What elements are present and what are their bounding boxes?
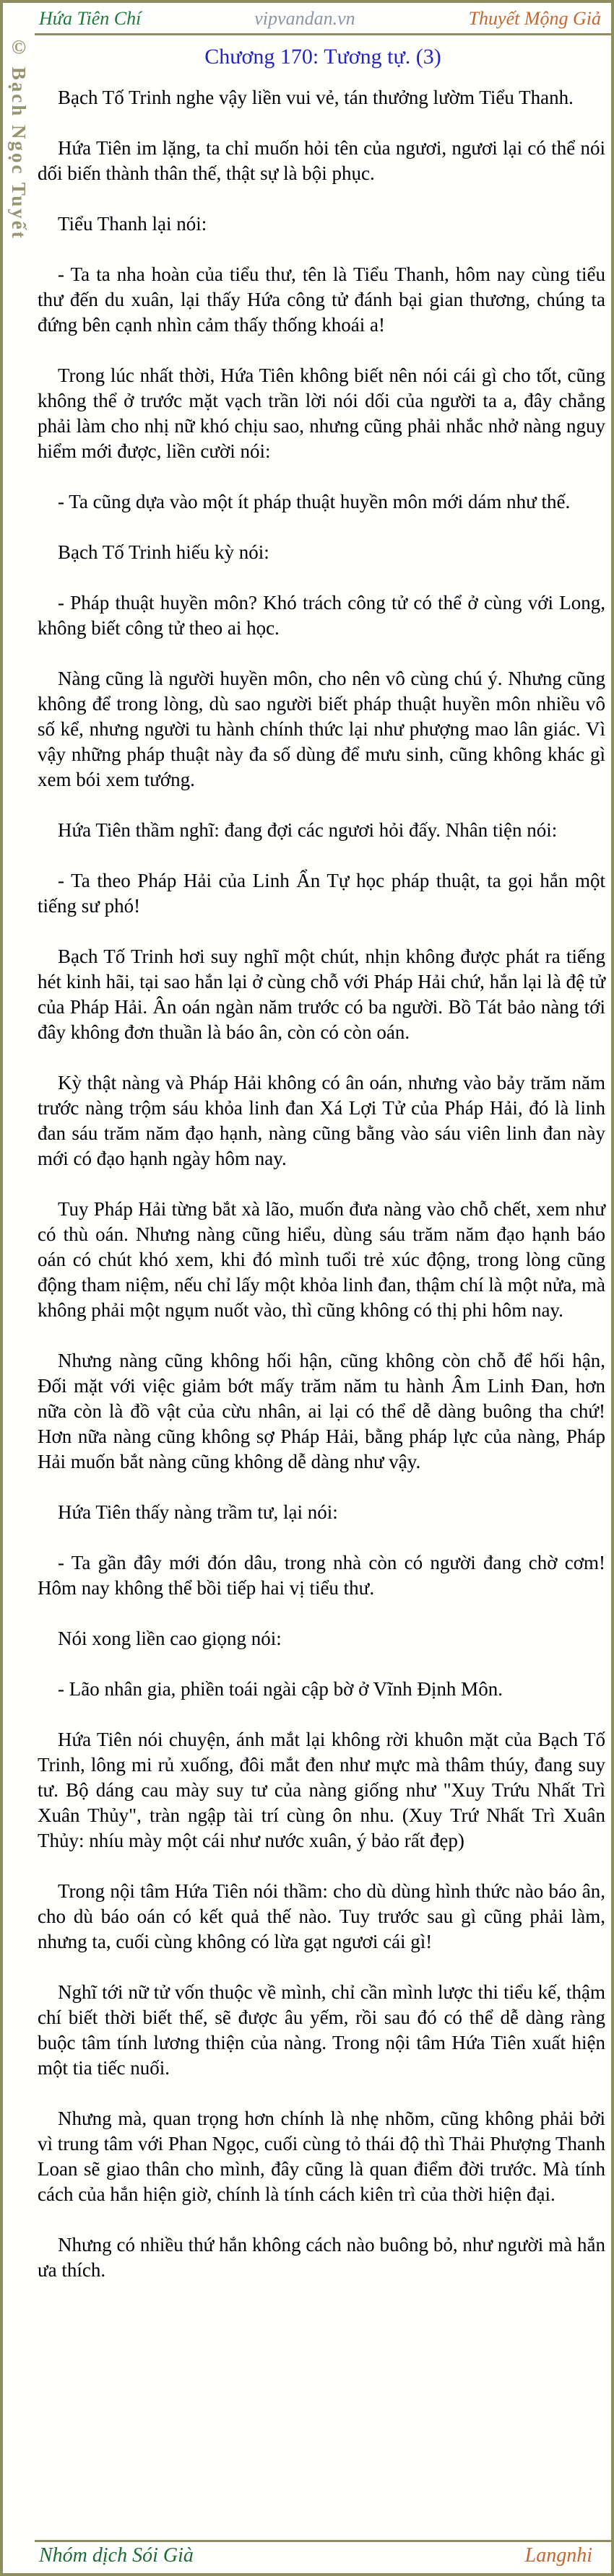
- author-name: Thuyết Mộng Giả: [468, 8, 601, 29]
- translator-name: Langnhi: [524, 2544, 592, 2567]
- paragraph: - Ta theo Pháp Hải của Linh Ẩn Tự học pháp thuật, ta gọi hắn một tiếng sư phó!: [38, 870, 605, 917]
- paragraph: - Lão nhân gia, phiền toái ngài cập bờ ở Vĩnh Định Môn.: [58, 1678, 503, 1700]
- translator-group: Nhóm dịch Sói Già: [39, 2544, 194, 2567]
- page-header: [3, 3, 611, 30]
- header-divider: [35, 33, 611, 35]
- chapter-title: Chương 170: Tương tự. (3): [204, 45, 441, 69]
- paragraph: Bạch Tố Trinh hơi suy nghĩ một chút, nhịn không được phát ra tiếng hét kinh hãi, tại sao hắn lại ở cùng chỗ với Pháp Hải chứ, hắn lại là đệ tử của Pháp Hải. Ân oán ngàn năm trước có ba người. Bồ Tát bảo nàng tới đây không đơn thuần là báo ân, còn có còn oán.: [38, 946, 605, 1043]
- paragraph: Hứa Tiên thấy nàng trầm tư, lại nói:: [58, 1501, 338, 1523]
- paragraph: Nhưng nàng cũng không hối hận, cũng không còn chỗ để hối hận, Đối mặt với việc giảm bớt mấy trăm năm tu hành Âm Linh Đan, hơn nữa còn là đồ vật của cừu nhân, ai lại có thể dễ dàng buông tha chứ! Hơn nữa nàng cũng không sợ Pháp Hải, bằng pháp lực của nàng, Pháp Hải muốn bắt nàng cũng không dễ dàng như vậy.: [38, 1350, 605, 1472]
- paragraph: Nhưng mà, quan trọng hơn chính là nhẹ nhõm, cũng không phải bởi vì trung tâm với Phan Ngọc, cuối cùng tỏ thái độ thì Thải Phượng Thanh Loan sẽ giao thân cho mình, đây cũng là quan điểm đời trước. Mà tính cách của hắn hiện giờ, chính là tính cách kiên trì của thời hiện đại.: [38, 2108, 605, 2205]
- paragraph: Nghĩ tới nữ tử vốn thuộc về mình, chỉ cần mình lược thi tiểu kế, thậm chí biết thời biết thế, sẽ được âu yếm, rồi sau đó có thể dễ dàng ràng buộc tâm tính lương thiện của nàng. Trong nội tâm Hứa Tiên xuất hiện một tia tiếc nuối.: [38, 1981, 605, 2079]
- paragraph: Bạch Tố Trinh hiếu kỳ nói:: [58, 541, 269, 563]
- paragraph: Nàng cũng là người huyền môn, cho nên vô cùng chú ý. Nhưng cũng không để trong lòng, dù sao người biết pháp thuật huyền môn nhiều vô số kể, nhưng người tu hành chính thức lại như phượng mao lân giác. Vì vậy những pháp thuật này đa số dùng để mưu sinh, cũng không khác gì xem bói xem tướng.: [38, 668, 605, 790]
- paragraph: Tiểu Thanh lại nói:: [58, 213, 207, 235]
- page-footer: [3, 2540, 611, 2570]
- novel-title: Hứa Tiên Chí: [39, 8, 142, 29]
- paragraph: Nói xong liền cao giọng nói:: [58, 1628, 282, 1649]
- paragraph: - Ta gần đây mới đón dâu, trong nhà còn có người đang chờ cơm! Hôm nay không thể bồi tiếp hai vị tiểu thư.: [38, 1552, 605, 1599]
- paragraph: Hứa Tiên nói chuyện, ánh mắt lại không rời khuôn mặt của Bạch Tố Trinh, lông mi rủ xuống, đôi mắt đen như mực mà thâm thúy, đang suy tư. Bộ dáng cau mày suy tư của nàng giống như "Xuy Trứu Nhất Trì Xuân Thủy", tràn ngập tài trí cùng ôn nhu. (Xuy Trứ Nhất Trì Xuân Thủy: nhíu mày một cái như nước xuân, ý bảo rất đẹp): [38, 1729, 605, 1851]
- paragraph: Kỳ thật nàng và Pháp Hải không có ân oán, nhưng vào bảy trăm năm trước nàng trộm sáu khỏa linh đan Xá Lợi Tử của Pháp Hải, đó là linh đan sáu trăm năm đạo hạnh, nàng cũng bằng vào sáu viên linh đan này mới có đạo hạnh ngày hôm nay.: [38, 1072, 605, 1169]
- chapter-body: [3, 85, 611, 2283]
- copyright-watermark: © Bạch Ngọc Tuyết: [8, 36, 30, 240]
- paragraph: Nhưng có nhiều thứ hắn không cách nào buông bỏ, như người mà hắn ưa thích.: [38, 2234, 605, 2281]
- paragraph: - Pháp thuật huyền môn? Khó trách công tử có thể ở cùng với Long, không biết công tử theo ai học.: [38, 592, 605, 639]
- site-name: vipvandan.vn: [254, 8, 355, 29]
- paragraph: Tuy Pháp Hải từng bắt xà lão, muốn đưa nàng vào chỗ chết, xem như có thù oán. Nhưng nàng cũng hiểu, dùng sáu trăm năm đạo hạnh báo oán có chút khó xem, khi đó mình tuổi trẻ xúc động, trong lòng cũng động tham niệm, nếu chỉ lấy một khỏa linh đan, thậm chí là một nửa, mà không phải một ngụm nuốt vào, thì cũng không có thị phi hôm nay.: [38, 1198, 605, 1321]
- paragraph: Hứa Tiên thầm nghĩ: đang đợi các ngươi hỏi đấy. Nhân tiện nói:: [58, 819, 558, 841]
- paragraph: Trong nội tâm Hứa Tiên nói thầm: cho dù dùng hình thức nào báo ân, cho dù báo oán có kết quả thế nào. Tuy trước sau gì cũng phải làm, nhưng ta, cuối cùng không có lừa gạt ngươi cái gì!: [38, 1880, 605, 1952]
- paragraph: Trong lúc nhất thời, Hứa Tiên không biết nên nói cái gì cho tốt, cũng không thể ở trước mặt vạch trần lời nói dối của người ta a, đây chẳng phải làm cho nhị nữ khó chịu sao, nhưng cũng phải nhắc nhở nàng nguy hiểm mới được, liền cười nói:: [38, 364, 605, 462]
- paragraph: - Ta cũng dựa vào một ít pháp thuật huyền môn mới dám như thế.: [58, 491, 571, 512]
- paragraph: Bạch Tố Trinh nghe vậy liền vui vẻ, tán thưởng lườm Tiểu Thanh.: [58, 87, 574, 108]
- paragraph: Hứa Tiên im lặng, ta chỉ muốn hỏi tên của ngươi, ngươi lại có thể nói dối biến thành thân thế, thật sự là bội phục.: [38, 137, 605, 184]
- paragraph: - Ta ta nha hoàn của tiểu thư, tên là Tiểu Thanh, hôm nay cùng tiểu thư đến du xuân, lại thấy Hứa công tử đánh bại gian thương, chúng ta đứng bên cạnh nhìn cảm thấy thống khoái a!: [38, 263, 605, 336]
